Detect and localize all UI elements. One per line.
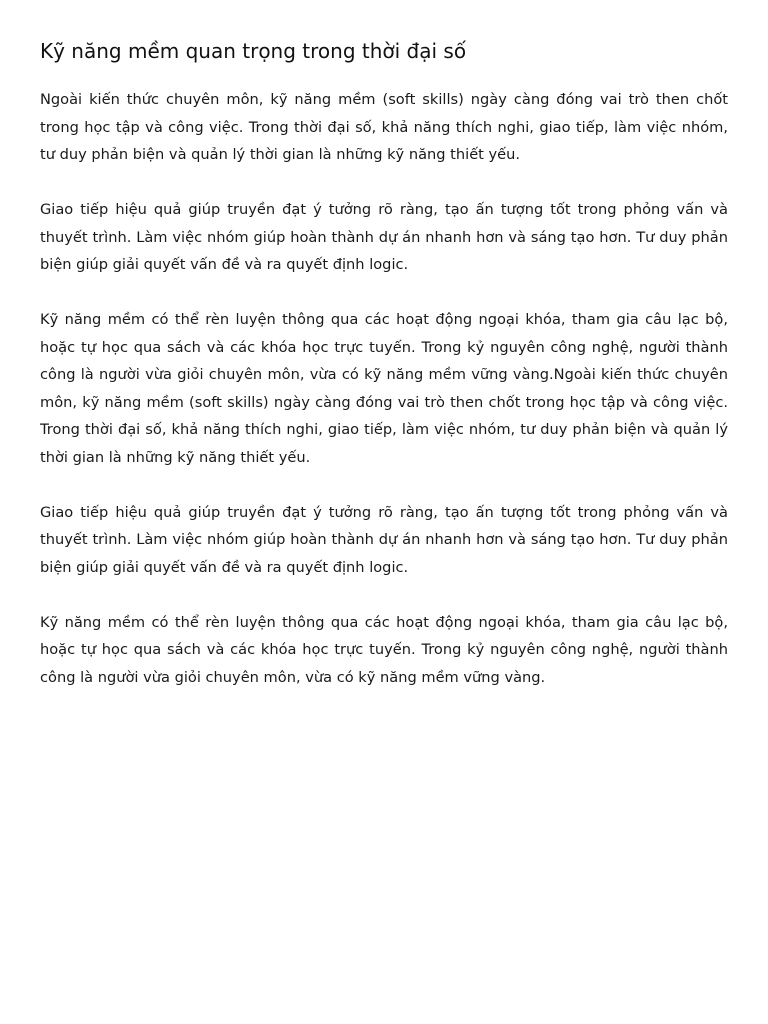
paragraph-4: Giao tiếp hiệu quả giúp truyền đạt ý tưởng rõ ràng, tạo ấn tượng tốt trong phỏng vấn và thuyết trình. Làm việc nhóm giúp hoàn thành dự án nhanh hơn và sáng tạo hơn. Tư duy phản biện giúp giải quyết vấn đề và ra quyết định logic. (40, 503, 728, 576)
paragraph-2: Giao tiếp hiệu quả giúp truyền đạt ý tưởng rõ ràng, tạo ấn tượng tốt trong phỏng vấn và thuyết trình. Làm việc nhóm giúp hoàn thành dự án nhanh hơn và sáng tạo hơn. Tư duy phản biện giúp giải quyết vấn đề và ra quyết định logic. (40, 201, 728, 273)
paragraph-3: Kỹ năng mềm có thể rèn luyện thông qua các hoạt động ngoại khóa, tham gia câu lạc bộ, hoặc tự học qua sách và các khóa học trực tuyến. Trong kỷ nguyên công nghệ, người thành công là người vừa giỏi chuyên môn, vừa có kỹ năng mềm vững vàng.Ngoài kiến thức chuyên môn, kỹ năng mềm (soft skills) ngày càng đóng vai trò then chốt trong học tập và công việc. Trong thời đại số, khả năng thích nghi, giao tiếp, làm việc nhóm, tư duy phản biện và quản lý thời gian là những kỹ năng thiết yếu. (40, 311, 728, 466)
paragraph-5: Kỹ năng mềm có thể rèn luyện thông qua các hoạt động ngoại khóa, tham gia câu lạc bộ, hoặc tự học qua sách và các khóa học trực tuyến. Trong kỷ nguyên công nghệ, người thành công là người vừa giỏi chuyên môn, vừa có kỹ năng mềm vững vàng. (40, 613, 728, 686)
paragraph-1: Ngoài kiến thức chuyên môn, kỹ năng mềm (soft skills) ngày càng đóng vai trò then chốt trong học tập và công việc. Trong thời đại số, khả năng thích nghi, giao tiếp, làm việc nhóm, tư duy phản biện và quản lý thời gian là những kỹ năng thiết yếu. (40, 91, 728, 163)
page-title: Kỹ năng mềm quan trọng trong thời đại số (40, 39, 467, 63)
